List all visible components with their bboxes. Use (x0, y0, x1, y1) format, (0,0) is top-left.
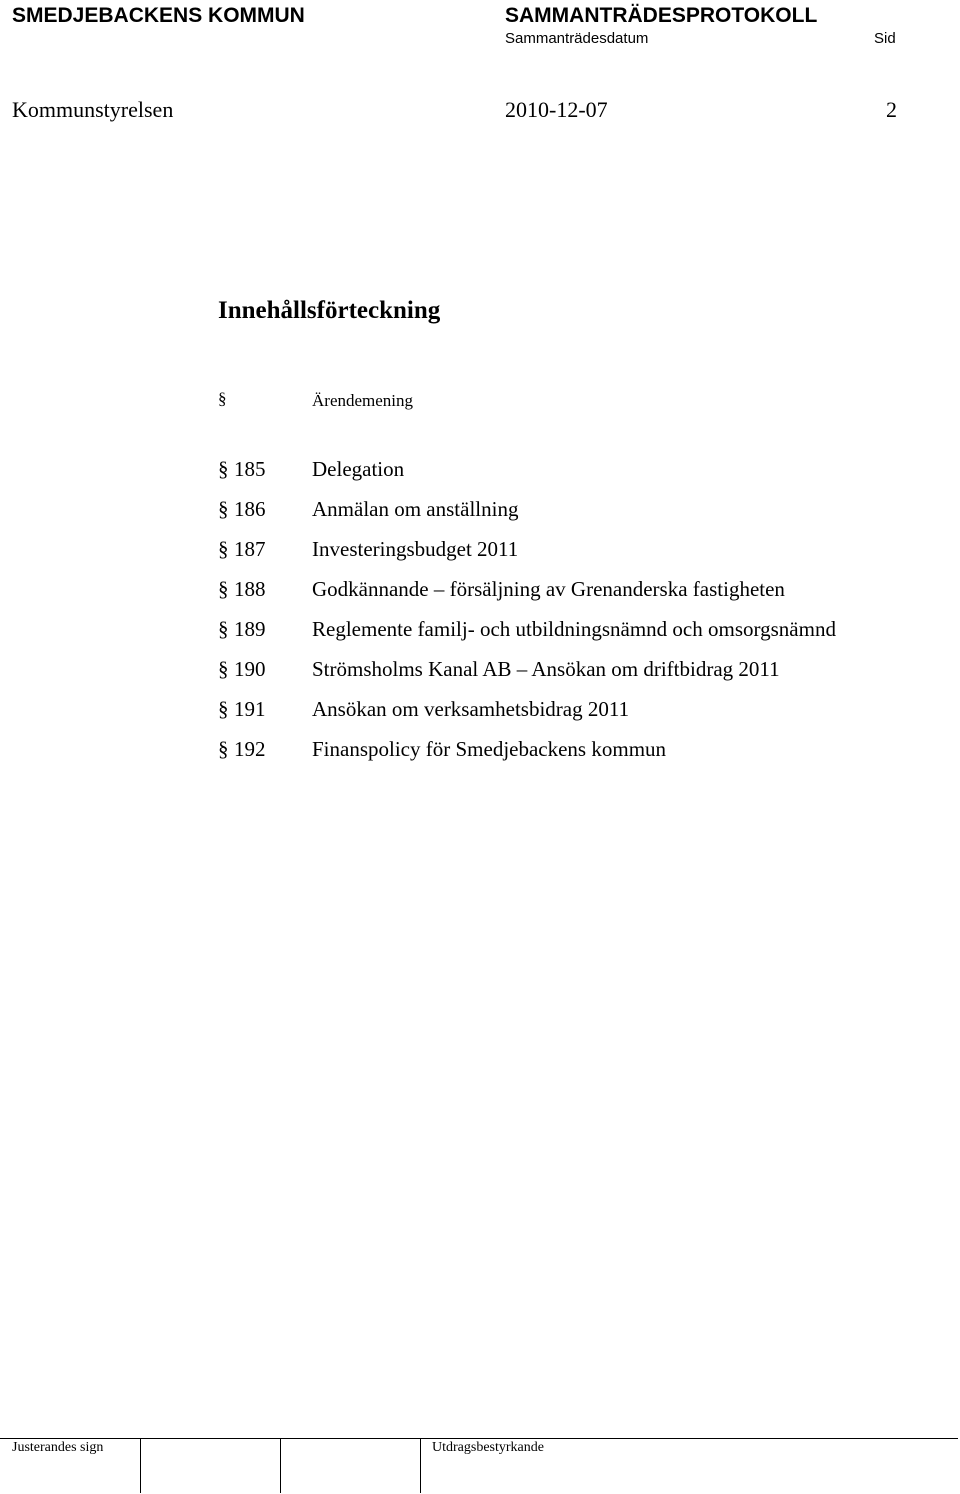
page-label: Sid (874, 30, 896, 47)
toc-item (218, 537, 938, 577)
toc-item (218, 577, 938, 617)
toc-item (218, 737, 938, 777)
meeting-date: 2010-12-07 (505, 97, 608, 122)
footer-box-divider (140, 1438, 141, 1493)
section-symbol: § (218, 457, 229, 481)
toc-item-title: Reglemente familj- och utbildningsnämnd och omsorgsnämnd (312, 617, 836, 641)
toc-item-number: 190 (234, 657, 266, 681)
footer-box-divider (420, 1438, 421, 1493)
toc-list (218, 457, 938, 777)
toc-item-title: Ansökan om verksamhetsbidrag 2011 (312, 697, 630, 721)
section-symbol: § (218, 617, 229, 641)
toc-item (218, 497, 938, 537)
toc-item-number: 191 (234, 697, 266, 721)
section-symbol: § (218, 497, 229, 521)
page-number: 2 (886, 97, 897, 122)
section-symbol: § (218, 737, 229, 761)
toc-item (218, 697, 938, 737)
toc-item-number: 189 (234, 617, 266, 641)
section-symbol: § (218, 537, 229, 561)
toc-item-title: Investeringsbudget 2011 (312, 537, 519, 561)
signature-label: Justerandes sign (12, 1440, 104, 1455)
toc-item-number: 192 (234, 737, 266, 761)
extract-certification-label: Utdragsbestyrkande (432, 1440, 544, 1455)
toc-item-title: Godkännande – försäljning av Grenanderska fastigheten (312, 577, 785, 601)
toc-item-number: 188 (234, 577, 266, 601)
toc-item (218, 457, 938, 497)
toc-item (218, 617, 938, 657)
toc-item-title: Anmälan om anställning (312, 497, 519, 521)
footer-box-divider (280, 1438, 281, 1493)
toc-title: Innehållsförteckning (218, 297, 441, 324)
section-symbol: § (218, 697, 229, 721)
committee-name: Kommunstyrelsen (12, 97, 174, 122)
toc-item-number: 187 (234, 537, 266, 561)
toc-item-number: 186 (234, 497, 266, 521)
organization-name: SMEDJEBACKENS KOMMUN (12, 4, 305, 27)
toc-item-title: Strömsholms Kanal AB – Ansökan om driftbidrag 2011 (312, 657, 780, 681)
toc-item-title: Delegation (312, 457, 405, 481)
document-type: SAMMANTRÄDESPROTOKOLL (505, 4, 818, 27)
section-symbol: § (218, 657, 229, 681)
toc-column-header: Ärendemening (312, 391, 414, 410)
meeting-date-label: Sammanträdesdatum (505, 30, 649, 47)
footer-divider (0, 1438, 958, 1439)
toc-item (218, 657, 938, 697)
toc-item-number: 185 (234, 457, 266, 481)
section-symbol: § (218, 577, 229, 601)
toc-item-title: Finanspolicy för Smedjebackens kommun (312, 737, 667, 761)
section-symbol: § (218, 389, 227, 408)
